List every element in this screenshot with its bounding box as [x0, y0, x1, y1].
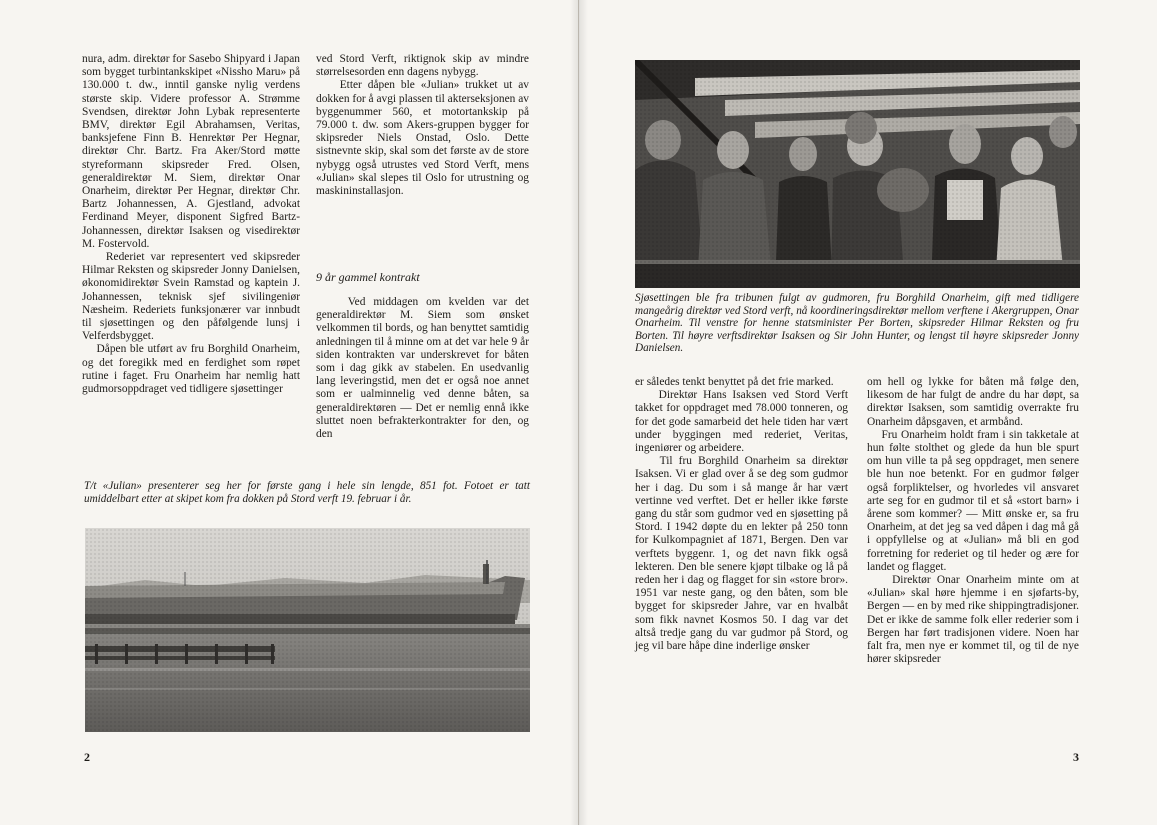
book-gutter	[570, 0, 588, 825]
tribune-photo	[635, 60, 1080, 288]
ship-photo-caption: T/t «Julian» presenterer seg her for første gang i hele sin lengde, 851 fot. Fotoet er tatt umiddelbart etter at skipet kom fra dokken på Stord verft 19. februar i år.	[84, 480, 533, 505]
right-page-number: 3	[1073, 750, 1079, 764]
left-column-2-top: ved Stord Verft, riktignok skip av mindre størrelsesorden enn dagens nybygg. Etter dåpen ble «Julian» trukket ut av dokken for å avgi plassen til akterseksjonen av byggenummer 560, et motortankskip på 79.000 t. dw. som Akers-gruppen bygger for skipsreder Niels Onstad, Oslo. Dette sistnevnte skip, skal som det første av de store nybygg også utrustes ved Stord Verft, mens «Julian» skal slepes til Oslo for utrustning og maskininstallasjon.	[316, 53, 530, 198]
section-subheading: 9 år gammel kontrakt	[316, 270, 420, 284]
ship-photo	[85, 528, 530, 732]
tribune-photo-caption: Sjøsettingen ble fra tribunen fulgt av gudmoren, fru Borghild Onarheim, gift med tidligere mangeårig direktør ved Stord verft, nå koordineringsdirektør mellom verftene i Akergruppen, Onar Onarheim. Til venstre for henne statsminister Per Borten, skipsreder Hilmar Reksten og fru Borten. Til høyre verftsdirektør Isaksen og Sir John Hunter, og lengst til høyre skipsreder Jonny Danielsen.	[635, 292, 1082, 355]
right-column-1: er således tenkt benyttet på det frie marked. Direktør Hans Isaksen ved Stord Verft takket for oppdraget med 78.000 tonneren, og for det gode samarbeid det hele tiden har vært under byggingen med rederiet, Veritas, ingeniører og arbeidere. Til fru Borghild Onarheim sa direktør Isaksen. Vi er glad over å se deg som gudmor her i dag. Du som i så mange år har vært vertinne ved verftet. Det er heller ikke første gang du står som gudmor ved en sjøsetting på Stord. I 1942 døpte du en lekter på 250 tonn for Kulkompagniet af 1871, Bergen. Den var verftets byggenr. 1, og det navn fikk også lekteren. Den ble senere kjøpt tilbake og lå på reden her i dag og flagget for sin «store bror». 1951 var neste gang, og den båten, som ble bygget for skipsreder Jahre, var en hvalbåt som fikk navnet Kosmos 50. I dag var det altså tredje gang du var gudmor på Stord, og jeg vil bare håpe dine inderlige ønsker	[635, 376, 849, 653]
left-column-1: nura, adm. direktør for Sasebo Shipyard i Japan som bygget turbintankskipet «Nissho Maru» på 130.000 t. dw., inntil ganske nylig verdens største skip. Videre professor A. Strømme Svendsen, direktør John Lybak representerte BMV, direktør Egil Abrahamsen, Veritas, banksjefene Finn B. Henrektør Per Hegnar, direktør Chr. Bartz. Fra Aker/Stord møtte styreformann skipsreder Fred. Olsen, generaldirektør M. Siem, direktør Onar Onarheim, direktør Per Hegnar, direktør Chr. Bartz Johannessen, A. Gjestland, advokat Ferdinand Meyer, disponent Sigfred Bartz-Johannessen, direktør Isaksen og visedirektør M. Fostervold. Rederiet var representert ved skipsreder Hilmar Reksten og skipsreder Jonny Danielsen, økonomidirektør Svein Ramstad og kaptein J. Johannessen, teknisk sjef sivilingeniør Næsheim. Rederiets funksjonærer var innbudt til sjøsettingen og den påfølgende lunsj i Velferdsbygget. Dåpen ble utført av fru Borghild Onarheim, og det foregikk med en ferdighet som røpet rutine i faget. Fru Onarheim har nemlig hatt gudmorsoppdraget ved tidligere sjøsettinger	[82, 53, 300, 396]
right-column-2: om hell og lykke for båten må følge den, likesom de har fulgt de andre du har døpt, sa direktør Isaksen, som samtidig overrakte fru Onarheim dåpsgaven, et armbånd. Fru Onarheim holdt fram i sin takketale at hun følte stolthet og glede da hun ble spurt om hun ville ta på seg oppdraget, men senere ble hun noe betenkt. For en gudmor følger også forpliktelser, og hvorledes vil ansvaret arte seg for en gudmor til et så «stort barn» i årene som kommer? — Mitt ønske er, sa fru Onarheim, at det jeg sa ved dåpen i dag må gå i oppfyllelse og at «Julian» må bli en god forretning for rederiet og til heder og ære for landet og flagget. Direktør Onar Onarheim minte om at «Julian» skal høre hjemme i en sjøfarts-by, Bergen — en by med rike shippingtradisjoner. Det er ikke de samme folk eller rederier som i Bergen har ført tradisjonen videre. Noen har falt fra, men nye er kommet til, og til de nye hører skipsreder	[867, 376, 1080, 666]
left-column-2-bottom: Ved middagen om kvelden var det generaldirektør M. Siem som ønsket velkommen til bords, og han benyttet samtidig anledningen til å minne om at det var hele 9 år siden kontrakten var underskrevet for båten som i dag gikk av stabelen. En usedvanlig lang leveringstid, men det er også noe annet som er ualminnelig ved denne båten, sa generaldirektøren — Det er nemlig ennå ikke sluttet noen befrakterkontrakter for den, og den	[316, 296, 532, 441]
left-page-number: 2	[84, 750, 90, 764]
right-page	[579, 0, 1157, 825]
